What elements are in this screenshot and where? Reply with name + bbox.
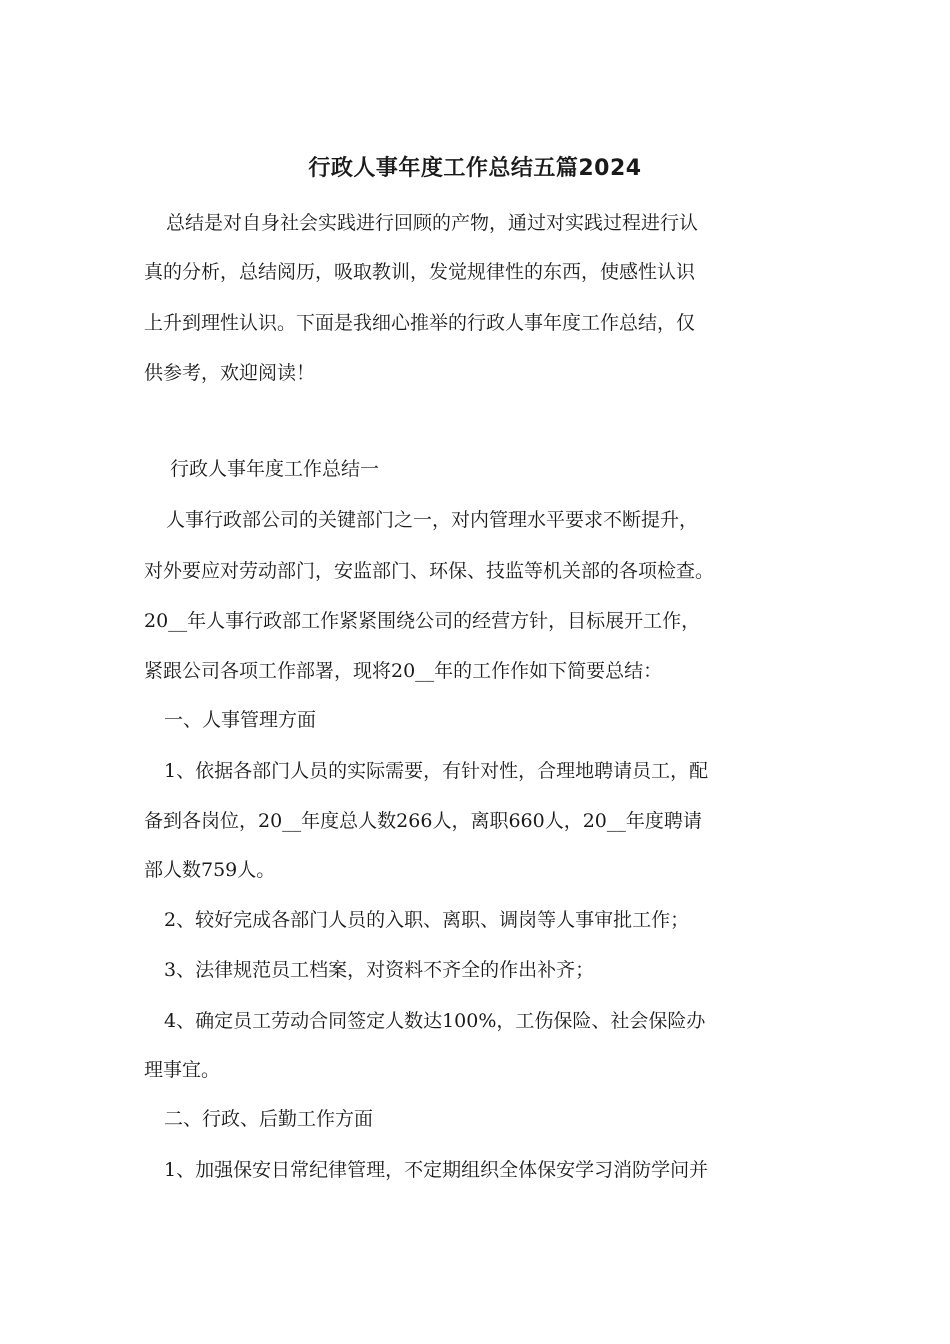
body-line: 1、加强保安日常纪律管理，不定期组织全体保安学习消防学问并: [164, 1159, 709, 1181]
body-line: 理事宜。: [144, 1059, 221, 1081]
body-line: 3、法律规范员工档案，对资料不齐全的作出补齐；: [164, 959, 595, 981]
intro-line: 真的分析，总结阅历，吸取教训，发觉规律性的东西，使感性认识: [144, 261, 696, 283]
body-line: 4、确定员工劳动合同签定人数达100%，工伤保险、社会保险办: [164, 1010, 706, 1032]
intro-line: 供参考，欢迎阅读！: [144, 362, 316, 384]
body-line: 2、较好完成各部门人员的入职、离职、调岗等人事审批工作；: [164, 909, 690, 931]
subheading: 二、行政、后勤工作方面: [164, 1108, 374, 1130]
section-heading: 行政人事年度工作总结一: [170, 458, 380, 480]
intro-line: 总结是对自身社会实践进行回顾的产物，通过对实践过程进行认: [166, 212, 699, 234]
document-title: 行政人事年度工作总结五篇2024: [308, 156, 642, 181]
subheading: 一、人事管理方面: [164, 709, 317, 731]
body-line: 部人数759人。: [144, 859, 276, 881]
body-line: 紧跟公司各项工作部署，现将20__年的工作作如下简要总结：: [144, 660, 663, 682]
body-line: 20__年人事行政部工作紧紧围绕公司的经营方针，目标展开工作，: [144, 610, 701, 632]
body-line: 1、依据各部门人员的实际需要，有针对性，合理地聘请员工，配: [164, 760, 709, 782]
body-line: 人事行政部公司的关键部门之一，对内管理水平要求不断提升，: [166, 509, 699, 531]
intro-line: 上升到理性认识。下面是我细心推举的行政人事年度工作总结，仅: [144, 312, 696, 334]
body-line: 对外要应对劳动部门，安监部门、环保、技监等机关部的各项检查。: [144, 560, 715, 582]
body-line: 备到各岗位，20__年度总人数266人，离职660人，20__年度聘请: [144, 810, 702, 832]
